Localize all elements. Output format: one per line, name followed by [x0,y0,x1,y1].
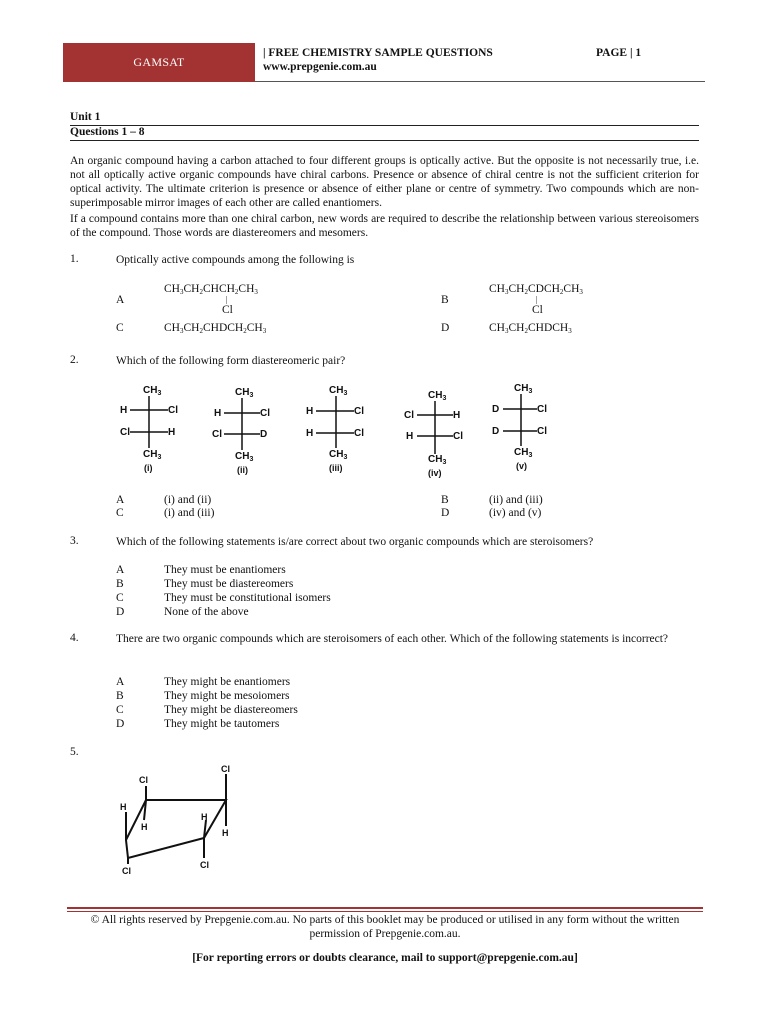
q3-option-a: A They must be enantiomers [116,564,286,576]
fischer-label-v: (v) [516,461,527,471]
fischer-ii-left1: H [214,408,222,419]
fischer-ii-right2: D [260,429,268,440]
header-brand-box [63,43,255,82]
fischer-i-left1: H [120,405,128,416]
q2-option-a-label: A [116,494,125,506]
fischer-v [492,383,547,471]
fischer-ii [212,387,270,475]
unit-subtitle: Questions 1 – 8 [70,126,145,138]
fischer-iv-right1: H [453,410,461,421]
q5-h-right: H [222,828,229,838]
fischer-iv-top: $CH_3$ [428,390,447,402]
fischer-iii-left2: H [306,428,314,439]
q1-option-a-formula: $CH_3CH_2CHCH_2CH_3$ [164,283,258,296]
fischer-iv [404,390,463,478]
q1-option-a-label: A [116,294,125,306]
fischer-i-right1: Cl [168,405,178,416]
fischer-v-right1: Cl [537,404,547,415]
q1-option-a-bond: | [226,295,228,304]
question-3-number: 3. [70,535,79,547]
q2-option-d-text: (iv) and (v) [489,507,542,519]
fischer-iii-top: $CH_3$ [329,385,348,397]
q1-option-c-label: C [116,322,124,334]
fischer-label-iii: (iii) [329,463,343,473]
q4-option-b: B They might be mesoiomers [116,690,290,702]
header-url[interactable]: www.prepgenie.com.au [263,61,377,73]
q1-option-a-cl: Cl [222,304,233,316]
fischer-i-left2: Cl [120,427,130,438]
fischer-v-left2: D [492,426,500,437]
fischer-iii-bottom: $CH_3$ [329,449,348,461]
q2-option-d-label: D [441,507,450,519]
q5-cl-bottom-left: Cl [122,866,131,876]
q2-option-a-text: (i) and (ii) [164,494,212,506]
q3-options [116,563,331,619]
q2-option-b-text: (ii) and (iii) [489,494,543,506]
q1-option-d-label: D [441,322,450,334]
question-5-number: 5. [70,746,79,758]
question-1-number: 1. [70,253,79,265]
q5-cl-top-right: Cl [221,764,230,774]
q1-option-b-formula: $CH_3CH_2CDCH_2CH_3$ [489,283,583,296]
header-page-number: PAGE | 1 [596,47,642,59]
fischer-ii-left2: Cl [212,429,222,440]
q5-h-inner-left: H [141,822,148,832]
q3-option-b: B They must be diastereomers [116,578,294,590]
fischer-iv-left2: H [406,431,414,442]
question-2-number: 2. [70,354,79,366]
q2-option-b-label: B [441,494,449,506]
fischer-v-bottom: $CH_3$ [514,447,533,459]
question-4-number: 4. [70,632,79,644]
intro-paragraph-2: If a compound contains more than one chiral carbon, new words are required to describe the relationship between various stereoisomers of the compound. Those words are diastereomers and mesomers. [70,213,699,239]
fischer-v-right2: Cl [537,426,547,437]
fischer-iii-right2: Cl [354,428,364,439]
question-2-text: Which of the following form diastereomeric pair? [116,355,346,367]
footer-divider [67,907,703,912]
fischer-label-ii: (ii) [237,465,248,475]
fischer-ii-bottom: $CH_3$ [235,451,254,463]
unit-rule-bottom [70,140,699,141]
fischer-i-right2: H [168,427,176,438]
fischer-iv-bottom: $CH_3$ [428,454,447,466]
q4-option-c: C They might be diastereomers [116,704,298,716]
footer-report[interactable]: [For reporting errors or doubts clearance, mail to support@prepgenie.com.au] [192,952,578,964]
fischer-iii-left1: H [306,406,314,417]
fischer-projections [110,378,580,480]
q5-h-inner-right: H [201,812,208,822]
fischer-iv-left1: Cl [404,410,414,421]
fischer-iv-right2: Cl [453,431,463,442]
header-brand: GAMSAT [133,55,185,69]
q2-option-c-text: (i) and (iii) [164,507,215,519]
footer-rights: © All rights reserved by Prepgenie.com.au. No parts of this booklet may be produced or utilised in any form without the written permission of Prepgenie.com.au. [90,914,680,940]
fischer-ii-right1: Cl [260,408,270,419]
fischer-i [120,385,178,473]
q4-options [116,675,298,731]
q1-option-d-formula: $CH_3CH_2CHDCH_3$ [489,322,572,335]
intro-paragraph-1: An organic compound having a carbon attached to four different groups is optically active. But the opposite is not necessarily true, i.e. not all optically active organic compounds have chiral carbons. Presence or absence of chiral centre is not the sufficient criterion for optical activity. The ultimate criterion is presence or absence of either plane or centre of symmetry. Two compounds which are non- superimposable mirror images of each other are called enantiomers. [70,155,699,209]
q1-option-b-label: B [441,294,449,306]
question-3-text: Which of the following statements is/are correct about two organic compounds which are steroisomers? [116,536,594,548]
unit-rule [70,125,699,126]
header-title: | FREE CHEMISTRY SAMPLE QUESTIONS [263,47,493,59]
fischer-v-top: $CH_3$ [514,383,533,395]
fischer-i-bottom: $CH_3$ [143,449,162,461]
q5-h-left: H [120,802,127,812]
fischer-i-top: $CH_3$ [143,385,162,397]
q2-option-c-label: C [116,507,124,519]
q5-cl-bottom-right: Cl [200,860,209,870]
fischer-ii-top: $CH_3$ [235,387,254,399]
fischer-label-iv: (iv) [428,468,442,478]
q3-option-c: C They must be constitutional isomers [116,592,331,604]
q1-option-c-formula: $CH_3CH_2CHDCH_2CH_3$ [164,322,267,335]
question-4-text: There are two organic compounds which are steroisomers of each other. Which of the following statements is incorrect? [116,633,669,645]
q1-option-b-bond: | [536,295,538,304]
fischer-iii [306,385,364,473]
header-divider [255,81,705,82]
q4-option-d: D They might be tautomers [116,718,280,730]
q4-option-a: A They might be enantiomers [116,676,291,688]
q5-cl-top-left: Cl [139,775,148,785]
fischer-v-left1: D [492,404,500,415]
unit-title: Unit 1 [70,111,101,123]
q1-option-b-cl: Cl [532,304,543,316]
fischer-label-i: (i) [144,463,153,473]
cyclohexane-chair-structure [108,760,248,878]
fischer-iii-right1: Cl [354,406,364,417]
q3-option-d: D None of the above [116,606,249,618]
question-1-text: Optically active compounds among the following is [116,254,355,266]
